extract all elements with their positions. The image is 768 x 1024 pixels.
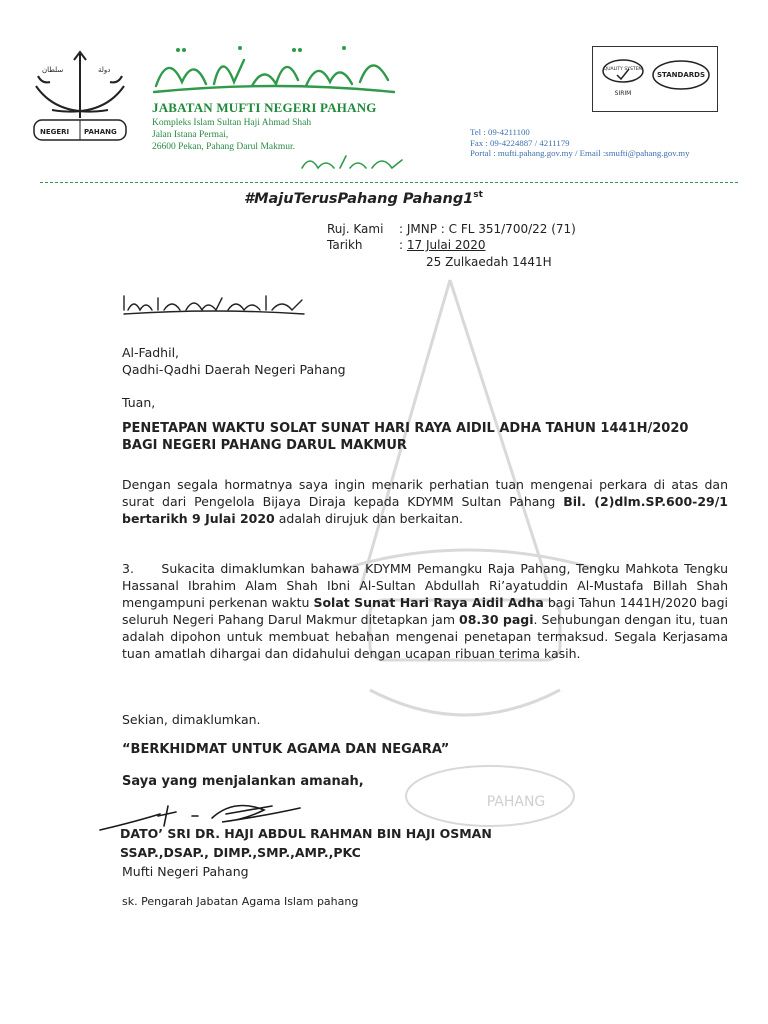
paragraph-3-time: 08.30 pagi bbox=[459, 612, 534, 627]
signatory-position: Mufti Negeri Pahang bbox=[122, 864, 249, 879]
arabic-calligraphy-title bbox=[148, 42, 400, 98]
certification-logos bbox=[592, 46, 718, 112]
stamp-label: PAHANG bbox=[486, 794, 546, 810]
fax: Fax : 09-4224887 / 4211179 bbox=[470, 137, 570, 148]
date-line bbox=[327, 238, 485, 252]
svg-text:سلطان: سلطان bbox=[42, 66, 64, 74]
arabic-salam-greeting bbox=[120, 292, 308, 318]
organization-address bbox=[152, 117, 311, 153]
address-line: Kompleks Islam Sultan Haji Ahmad Shah bbox=[152, 118, 312, 128]
hashtag-text: #MajuTerusPahang Pahang1 bbox=[244, 190, 474, 207]
standards-label: STANDARDS bbox=[656, 71, 706, 79]
paragraph-1-text-end: adalah dirujuk dan berkaitan. bbox=[274, 511, 463, 526]
date-label: Tarikh bbox=[327, 238, 363, 252]
reference-label: Ruj. Kami bbox=[327, 222, 384, 236]
recipient-salutation: Al-Fadhil, bbox=[122, 345, 180, 360]
date-value: 17 Julai 2020 bbox=[406, 238, 486, 252]
hashtag-superscript: st bbox=[473, 190, 483, 200]
paragraph-3-prayer: Solat Sunat Hari Raya Aidil Adha bbox=[313, 595, 544, 610]
official-stamp bbox=[400, 760, 580, 830]
signatory-name: DATO’ SRI DR. HAJI ABDUL RAHMAN BIN HAJI OSMAN bbox=[120, 826, 492, 841]
hashtag bbox=[244, 190, 483, 207]
paragraph-3 bbox=[122, 560, 728, 662]
paragraph-1-reference: Bil. (2)dlm.SP.600-29/1 bertarikh 9 Julai 2020 bbox=[122, 494, 728, 526]
sirim-logo bbox=[593, 47, 717, 111]
letter-subject: PENETAPAN WAKTU SOLAT SUNAT HARI RAYA AIDIL ADHA TAHUN 1441H/2020 BAGI NEGERI PAHANG DARUL MAKMUR bbox=[122, 421, 689, 453]
reference-line bbox=[327, 222, 576, 236]
pahang-crest-logo bbox=[28, 48, 132, 160]
hijri-date: 25 Zulkaedah 1441H bbox=[426, 255, 552, 269]
address-line: Jalan Istana Permai, bbox=[152, 130, 229, 140]
svg-text:دولة: دولة bbox=[98, 66, 111, 74]
date-prefix: : bbox=[399, 238, 407, 252]
reference-value: : JMNP : C FL 351/700/22 (71) bbox=[399, 222, 576, 236]
paragraph-1-text: Dengan segala hormatnya saya ingin menarik perhatian tuan mengenai perkara di atas dan surat dari Pengelola Bijaya Diraja kepada KDYMM Sultan Pahang bbox=[122, 477, 728, 509]
recipient-name: Qadhi-Qadhi Daerah Negeri Pahang bbox=[122, 362, 346, 377]
contact-details bbox=[470, 127, 690, 159]
paragraph-3-text-mid: bagi Tahun 1441H/2020 bagi seluruh Negeri Pahang Darul Makmur ditetapkan jam bbox=[122, 595, 728, 627]
paragraph-3-text-end: . Sehubungan dengan itu, tuan adalah dipohon untuk membuat hebahan mengenai penetapan termaksud. Segala Kerjasama tuan amatlah dihargai dan didahului dengan ucapan ribuan terima kasih. bbox=[122, 612, 728, 661]
sirim-label: SIRIM bbox=[614, 90, 632, 97]
signatory-titles: SSAP.,DSAP., DIMP.,SMP.,AMP.,PKC bbox=[120, 845, 361, 860]
quality-system-label: QUALITY SYSTEM bbox=[603, 67, 643, 72]
crest-label-left: NEGERI bbox=[40, 128, 70, 136]
signoff: Saya yang menjalankan amanah, bbox=[122, 774, 364, 789]
organization-name: JABATAN MUFTI NEGERI PAHANG bbox=[152, 100, 377, 115]
closing-remark: Sekian, dimaklumkan. bbox=[122, 712, 261, 727]
paragraph-1 bbox=[122, 476, 728, 527]
portal-email: Portal : mufti.pahang.gov.my / Email :smufti@pahang.gov.my bbox=[470, 148, 690, 158]
letterhead-divider bbox=[40, 182, 738, 183]
crest-label-right: PAHANG bbox=[84, 128, 117, 136]
telephone: Tel : 09-4211100 bbox=[470, 127, 530, 137]
slogan: “BERKHIDMAT UNTUK AGAMA DAN NEGARA” bbox=[122, 742, 450, 757]
address-line: 26600 Pekan, Pahang Darul Makmur. bbox=[152, 142, 296, 152]
paragraph-3-text: 3. Sukacita dimaklumkan bahawa KDYMM Pemangku Raja Pahang, Tengku Mahkota Tengku Hassanal Ibrahim Alam Shah Ibni Al-Sultan Abdullah Ri’ayatuddin Al-Mustafa Billah Shah mengampuni perkenan waktu bbox=[122, 561, 728, 610]
recipient-greeting: Tuan, bbox=[122, 395, 156, 410]
carbon-copy: sk. Pengarah Jabatan Agama Islam pahang bbox=[122, 895, 359, 908]
arabic-motto bbox=[298, 150, 408, 176]
